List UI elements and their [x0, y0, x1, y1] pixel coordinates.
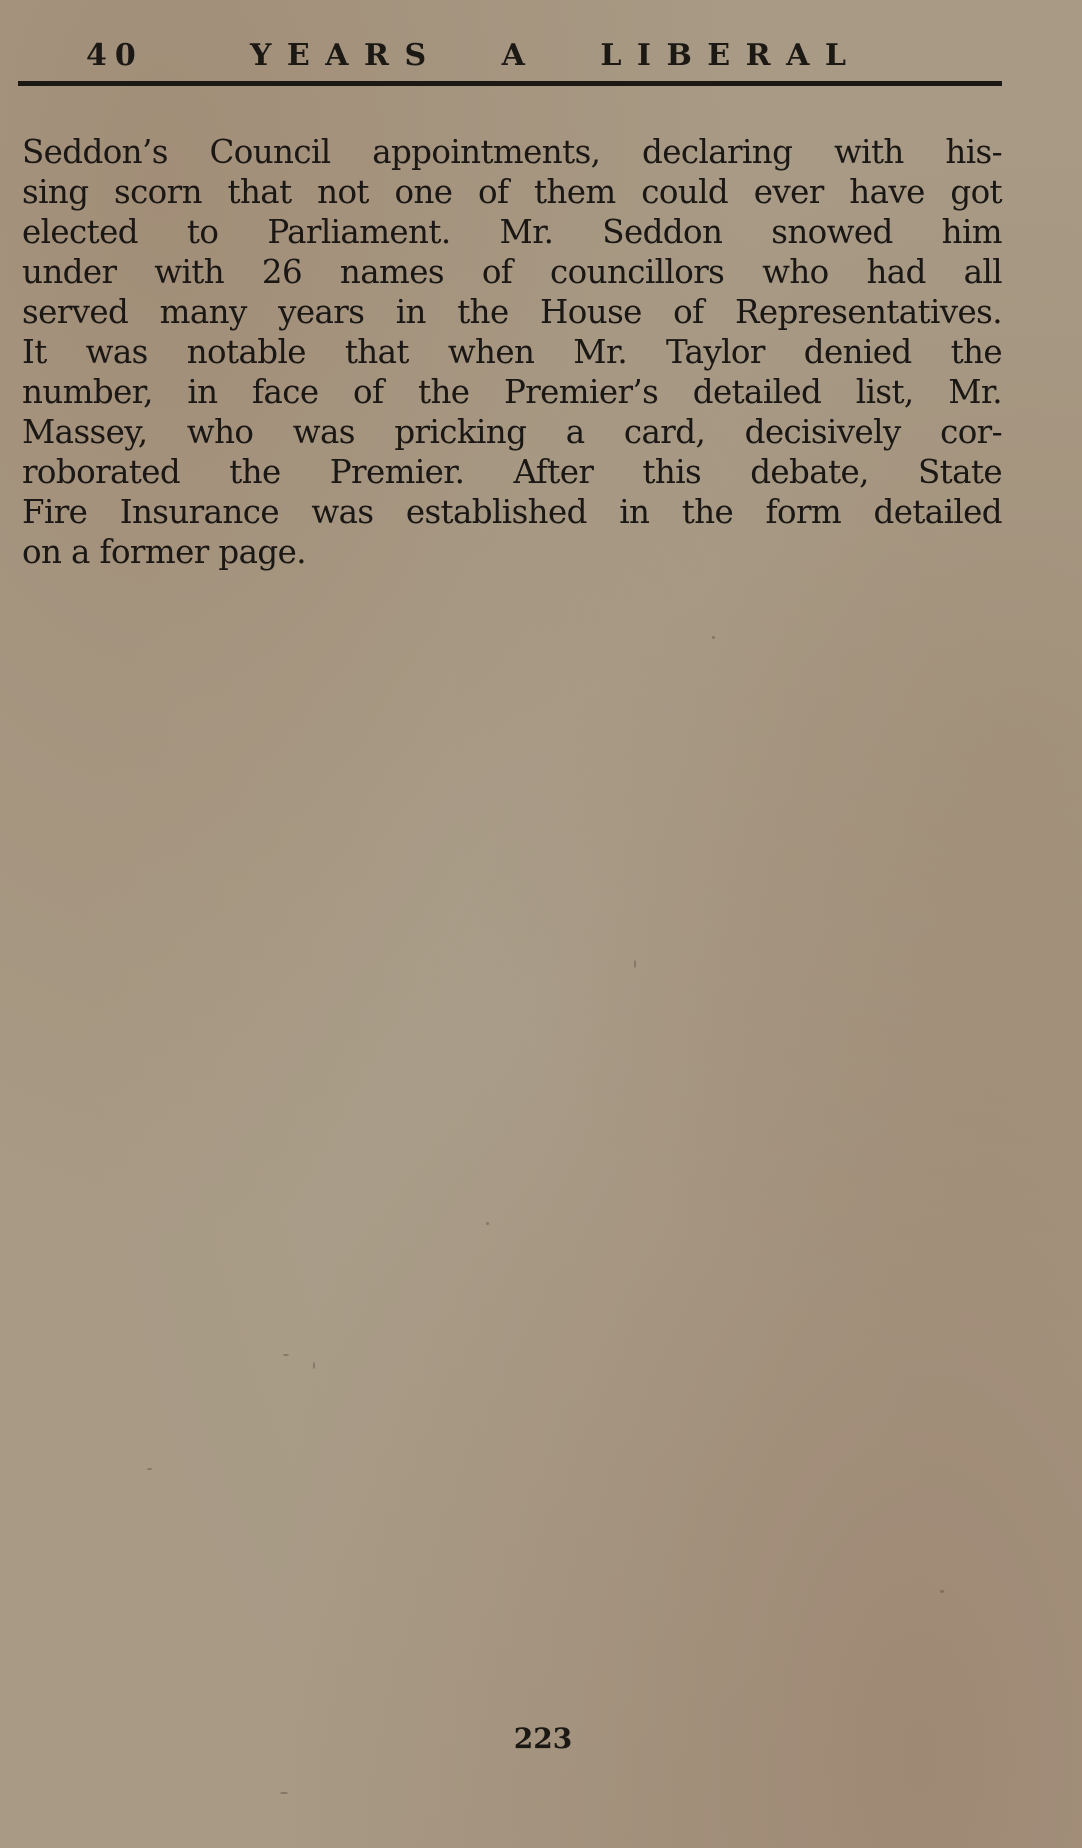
page-number: 223	[513, 1722, 573, 1755]
paper-speck	[283, 1354, 289, 1356]
text-line: number, in face of the Premier’s detailed list, Mr.	[22, 373, 1002, 411]
paper-speck	[280, 1792, 288, 1794]
text-line: Seddon’s Council appointments, declaring with his-	[22, 133, 1002, 171]
text-line: on a former page.	[22, 533, 306, 571]
paper-speck	[712, 636, 715, 639]
text-line: Massey, who was pricking a card, decisively cor-	[22, 413, 1002, 451]
paper-speck	[313, 1362, 315, 1369]
running-head	[18, 30, 1002, 86]
text-line: served many years in the House of Representatives.	[22, 293, 1002, 331]
text-line: roborated the Premier. After this debate, State	[22, 453, 1002, 491]
text-line: Fire Insurance was established in the form detailed	[22, 493, 1002, 531]
text-line: It was notable that when Mr. Taylor denied the	[22, 333, 1002, 371]
text-line: elected to Parliament. Mr. Seddon snowed him	[22, 213, 1002, 251]
paper-speck	[940, 1590, 944, 1593]
running-head-title: YEARS A LIBERAL	[250, 38, 862, 73]
paper-speck	[634, 960, 636, 968]
running-head-page-number: 40	[86, 38, 144, 73]
paper-speck	[147, 1468, 152, 1470]
text-line: under with 26 names of councillors who had all	[22, 253, 1002, 291]
paper-speck	[486, 1222, 489, 1225]
body-paragraph	[22, 132, 1002, 572]
text-line: sing scorn that not one of them could ever have got	[22, 173, 1002, 211]
